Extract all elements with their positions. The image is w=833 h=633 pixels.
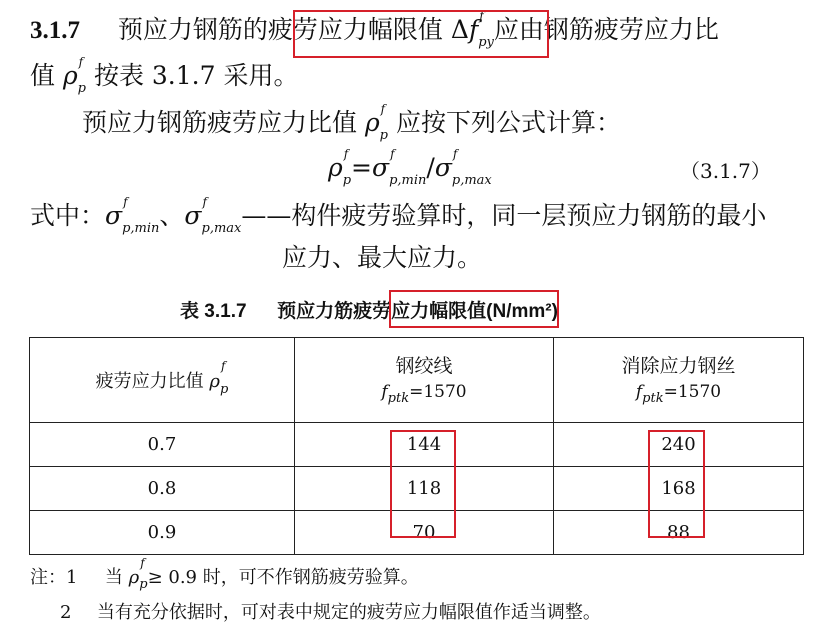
caption-number: 表 3.1.7 [180, 301, 247, 322]
where-s1-supsub [122, 195, 160, 237]
note-1-rho: ρ [128, 567, 140, 588]
caption-unit: (N/mm²) [486, 301, 558, 322]
cell-ratio: 0.8 [30, 467, 295, 511]
f-sup: f [479, 9, 484, 23]
formula-lhs-sup: f [343, 147, 349, 161]
formula-sigma-num: σ [371, 153, 390, 182]
header-ratio [30, 338, 295, 423]
formula-slash: / [426, 153, 435, 182]
note-1-text-a: 当 [104, 567, 123, 588]
formula [328, 147, 492, 189]
cell-ratio: 0.9 [30, 511, 295, 555]
header-strand-label: 钢绞线 [395, 355, 453, 377]
header-rho-supsub [220, 359, 229, 397]
para2-text-a: 预应力钢筋疲劳应力比值 [82, 108, 358, 137]
where-sigma-2: σ [184, 201, 202, 230]
para2-rho: ρ [364, 108, 380, 137]
f-sub: py [478, 35, 494, 50]
clause-text-d: 按表 3.1.7 采用。 [93, 61, 299, 90]
note-1-text-b: ≥ 0.9 时，可不作钢筋疲劳验算。 [147, 567, 419, 588]
header-wire-idx: ptk [642, 391, 664, 406]
rho-sup: f [78, 55, 84, 69]
highlight-box-wire-values [648, 430, 705, 538]
note-1-label: 注：1 [30, 567, 78, 588]
highlight-box-term [293, 10, 549, 58]
caption-boxed: 疲劳应力幅限值 [353, 301, 487, 322]
header-wire-f: f [635, 382, 643, 402]
formula-lhs-supsub [342, 147, 352, 189]
f-symbol: f [468, 15, 479, 44]
formula-lhs-sub: p [342, 173, 352, 188]
where-dash: —— [241, 201, 292, 230]
formula-den-supsub [451, 147, 492, 189]
header-wire-val: =1570 [663, 382, 722, 402]
header-strand [295, 338, 554, 423]
clause-text-b: 应由钢筋疲劳应力比 [493, 15, 719, 44]
where-s1-sub: p,min [122, 221, 160, 236]
cell-wire: 240 [554, 423, 804, 467]
header-rho: ρ [209, 371, 220, 392]
note-1 [30, 556, 419, 592]
rho-symbol: ρ [62, 61, 78, 90]
formula-den-sup: f [452, 147, 458, 161]
note-2-label: 2 [60, 602, 72, 623]
where-line-1 [30, 195, 767, 237]
formula-lhs: ρ [328, 153, 343, 182]
formula-number: （3.1.7） [680, 159, 771, 183]
formula-num-sub: p,min [389, 173, 427, 188]
formula-den-sub: p,max [451, 173, 492, 188]
header-strand-val: =1570 [409, 382, 467, 402]
header-strand-idx: ptk [387, 391, 410, 406]
header-rho-sub: p [220, 382, 229, 397]
where-sigma-1: σ [105, 201, 123, 230]
header-wire-fptk [555, 379, 802, 407]
para2-rho-supsub [379, 102, 388, 144]
formula-eq: = [351, 153, 372, 182]
caption-text-a: 预应力筋 [277, 301, 354, 322]
clause-number: 3.1.7 [30, 17, 80, 44]
header-strand-f: f [381, 382, 388, 402]
header-wire-label: 消除应力钢丝 [621, 355, 736, 377]
rho-sub: p [77, 81, 86, 96]
para2-rho-sub: p [379, 128, 388, 143]
where-s2-sup: f [202, 195, 207, 209]
delta-symbol: Δ [450, 15, 469, 44]
where-s1-sup: f [123, 195, 128, 209]
where-line-2: 应力、最大应力。 [282, 243, 483, 272]
highlight-box-strand-values [390, 430, 456, 538]
cell-wire: 88 [554, 511, 804, 555]
note-2-text: 当有充分依据时，可对表中规定的疲劳应力幅限值作适当调整。 [96, 602, 601, 623]
where-sep: 、 [159, 201, 185, 230]
header-wire [554, 338, 804, 423]
highlight-box-caption [389, 290, 559, 328]
para-2 [82, 102, 621, 144]
formula-num-supsub [389, 147, 427, 189]
note-1-rho-sub: p [139, 577, 148, 592]
note-2 [60, 598, 601, 624]
rho-supsub [77, 55, 86, 97]
cell-strand: 70 [295, 511, 554, 555]
clause-text-a: 预应力钢筋的 [117, 15, 268, 44]
cell-wire: 168 [554, 467, 804, 511]
where-desc-1: 构件疲劳验算时，同一层预应力钢筋的最小 [291, 201, 767, 230]
cell-strand: 118 [295, 467, 554, 511]
clause-text-c: 值 [30, 61, 56, 90]
clause-line-2 [30, 55, 299, 97]
formula-sigma-den: σ [434, 153, 452, 182]
formula-num-sup: f [390, 147, 395, 161]
para2-rho-sup: f [380, 102, 386, 116]
header-ratio-label: 疲劳应力比值 [95, 371, 204, 392]
header-strand-fptk [296, 379, 552, 407]
note-1-rho-supsub [139, 556, 148, 592]
where-label: 式中： [30, 201, 106, 230]
note-1-rho-sup: f [140, 556, 145, 570]
table-header-row [30, 338, 804, 423]
cell-strand: 144 [295, 423, 554, 467]
cell-ratio: 0.7 [30, 423, 295, 467]
boxed-term: 疲劳应力幅限值 [267, 15, 443, 44]
header-rho-sup: f [221, 359, 226, 373]
para2-text-b: 应按下列公式计算： [395, 108, 621, 137]
where-s2-sub: p,max [201, 221, 242, 236]
where-s2-supsub [201, 195, 242, 237]
